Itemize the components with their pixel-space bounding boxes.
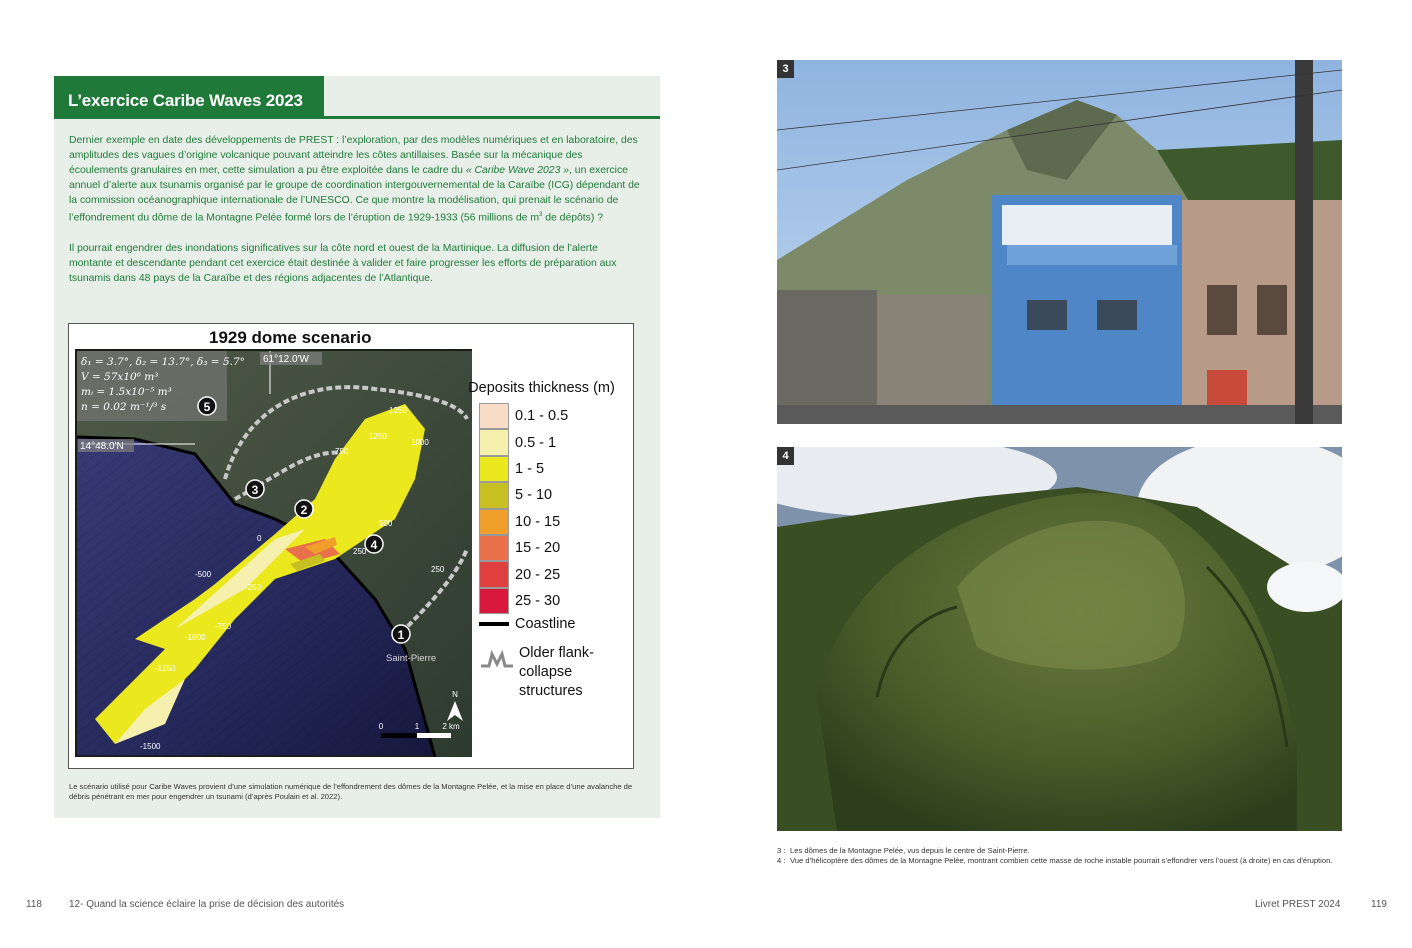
legend-label: 15 - 20 [515,540,561,557]
north-label: N [452,690,458,699]
contour-label: 250 [431,565,445,574]
publication-title: Livret PREST 2024 [1255,899,1341,910]
legend-item [479,588,629,614]
contour-label: -1250 [155,664,176,673]
legend-swatch [479,429,509,455]
svg-text:2 km: 2 km [442,722,460,731]
legend-swatch [479,403,509,429]
param-mass: mᵢ = 1.5x10⁻⁵ m³ [81,386,172,398]
photo-aerial-pelee [777,447,1342,831]
legend-swatch [479,588,509,614]
contour-label: 1250 [389,406,407,415]
legend-list [479,403,629,614]
legend-label: 5 - 10 [515,487,553,504]
right-page-number: 119 [1371,899,1387,910]
contour-label: 750 [335,447,349,456]
svg-text:5: 5 [203,400,211,414]
contour-label: -1000 [185,633,206,642]
event-name: « Caribe Wave 2023 » [465,165,570,177]
deposit-map [75,349,472,757]
marker-1 [392,625,410,643]
paragraph-2: Il pourrait engendrer des inondations significatives sur la côte nord et ouest de la Martinique. La diffusion de l’alerte montante et descendante pendant cet exercice était destinée à valider et faire progresser les efforts de préparation aux tsunamis dans 48 pays de la Caraïbe et des régions adjacentes de l’Atlantique. [69,243,617,285]
contour-label: 1000 [411,438,429,447]
latitude-label: 14°48.0'N [80,441,124,452]
svg-text:2: 2 [300,503,308,517]
param-volume: V = 57x10⁶ m³ [81,371,159,383]
legend-label: 0.5 - 1 [515,434,557,451]
photo-captions [777,846,1342,866]
coastline-label: Coastline [515,616,576,633]
figure-caption: Le scénario utilisé pour Caribe Waves provient d’une simulation numérique de l’effondrement des dômes de la Montagne Pelée, et la mise en place d’une avalanche de débris pénétrant en mer pour engendrer un tsunami (d’après Poulain et al. 2022). [69,782,633,801]
legend-coastline [479,616,629,632]
contour-label: 250 [353,547,367,556]
svg-text:3: 3 [251,483,259,497]
marker-3 [246,480,264,498]
contour-label: -750 [215,622,232,631]
param-roughness: n = 0.02 m⁻¹/³ s [81,401,167,413]
contour-label: 1250 [369,432,387,441]
deposits-legend [468,379,629,701]
longitude-label: 61°12.0'W [263,354,309,365]
aerial-volcano-image [777,447,1342,831]
legend-item [479,482,629,508]
coastline-swatch [479,622,509,626]
photo-saint-pierre [777,60,1342,424]
svg-text:0: 0 [378,722,384,731]
contour-label: -1500 [140,742,161,751]
svg-text:1: 1 [397,628,405,642]
legend-item [479,429,629,455]
legend-swatch [479,456,509,482]
legend-item [479,509,629,535]
photo-number-4: 4 [777,447,794,465]
svg-text:1: 1 [414,722,420,731]
param-angles: δ₁ = 3.7°, δ₂ = 13.7°, δ₃ = 5.7° [81,356,245,368]
legend-title: Deposits thickness (m) [468,380,615,396]
paragraph-1: Dernier exemple en date des développements de PREST : l’exploration, par des modèles numériques et en laboratoire, des amplitudes des vagues d’origine volcanique pouvant atteindre les côtes antillaises. Basée sur la mécanique des écoulements granulaires en mer, cette simulation a pu être exploitée dans le cadre du « Caribe Wave 2023 », un exercice annuel d’alerte aux tsunamis organisé par le groupe de coordination intergouvernemental de la Caraïbe (ICG) dépendant de la commission océanographique internationale de l’UNESCO. Ce que montre la modélisation, qui prenait le scénario de l’effondrement du dôme de la Montagne Pelée formé lors de l’éruption de 1929-1933 (56 millions de $m^3$ de dépôts) ? [69,135,640,224]
legend-swatch [479,482,509,508]
contour-label: 0 [257,534,262,543]
legend-label: 1 - 5 [515,460,545,477]
left-page-number: 118 [26,899,42,910]
legend-item [479,561,629,587]
legend-item [479,403,629,429]
legend-label: 20 - 25 [515,566,561,583]
legend-label: 10 - 15 [515,513,561,530]
legend-swatch [479,535,509,561]
legend-swatch [479,509,509,535]
caption-photo-4: 4 : Vue d’hélicoptère des dômes de la Montagne Pelée, montrant combien cette masse de roche instable pourrait s’effondrer vers l’ouest (à droite) en cas d’éruption. [777,856,1333,865]
contour-label: -250 [245,583,262,592]
contour-label: -500 [195,570,212,579]
marker-2 [295,500,313,518]
svg-text:4: 4 [370,538,378,552]
saint-pierre-street-image [777,60,1342,424]
figure-title: 1929 dome scenario [209,328,372,347]
legend-item [479,535,629,561]
photo-number-3: 3 [777,60,794,78]
older-structures-icon [479,644,515,674]
contour-label: 500 [379,519,393,528]
older-structures-label: Older flank-collapse structures [519,645,594,700]
left-chapter-title: 12- Quand la science éclaire la prise de décision des autorités [69,899,345,910]
saint-pierre-label: Saint-Pierre [386,653,437,664]
legend-older-structures [479,644,629,701]
dome-scenario-figure [68,323,634,769]
legend-swatch [479,561,509,587]
marker-4 [365,535,383,553]
section-title: L’exercice Caribe Waves 2023 [54,76,324,119]
legend-item [479,456,629,482]
legend-label: 0.1 - 0.5 [515,408,569,425]
marker-5 [198,397,216,415]
body-text [69,133,644,301]
caption-photo-3: 3 : Les dômes de la Montagne Pelée, vus depuis le centre de Saint-Pierre. [777,846,1030,855]
legend-label: 25 - 30 [515,592,561,609]
